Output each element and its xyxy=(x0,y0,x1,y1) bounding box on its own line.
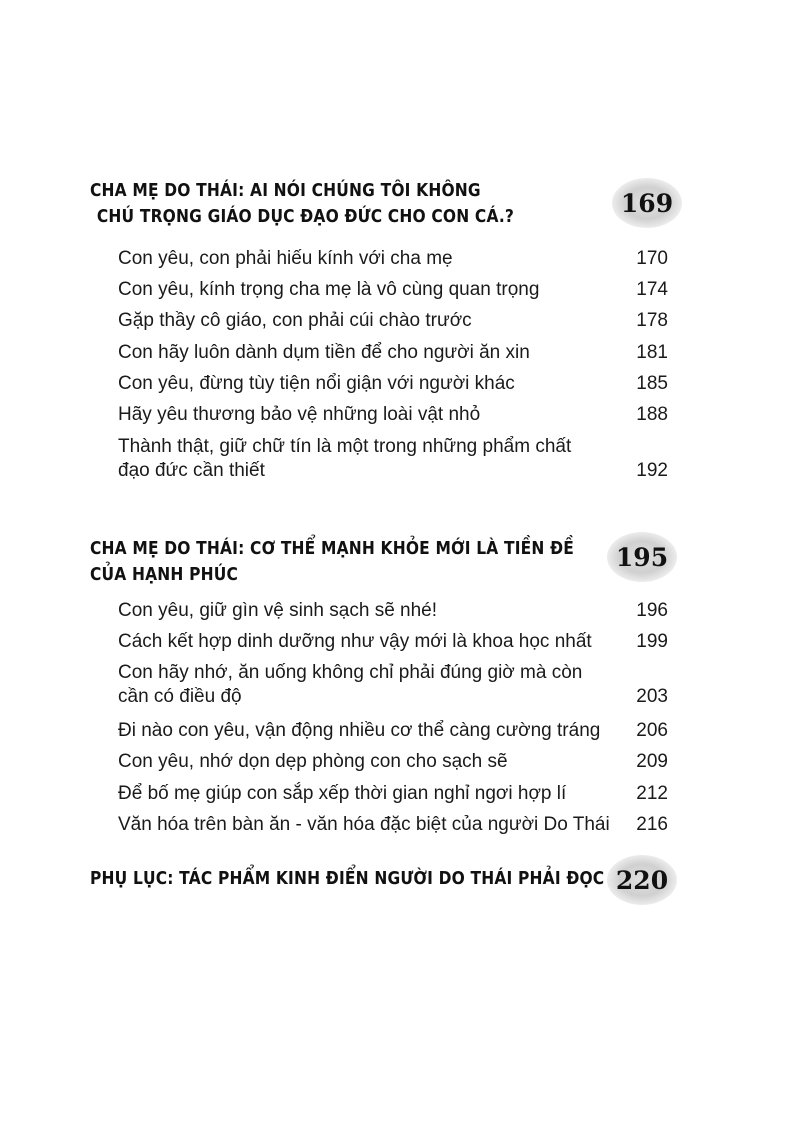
toc-entry xyxy=(118,813,668,837)
entry-title: Con yêu, đừng tùy tiện nổi giận với người khác xyxy=(118,373,515,394)
entry-page-number: 170 xyxy=(636,248,668,269)
entry-title: Văn hóa trên bàn ăn - văn hóa đặc biệt của người Do Thái xyxy=(118,814,610,835)
toc-entry xyxy=(118,247,668,271)
entry-title: Con yêu, giữ gìn vệ sinh sạch sẽ nhé! xyxy=(118,600,438,621)
chapter-heading xyxy=(90,536,690,588)
entry-page-number: 203 xyxy=(636,686,668,707)
toc-entry xyxy=(118,599,668,623)
chapter-page-number: 195 xyxy=(615,542,669,572)
chapter-title xyxy=(90,536,606,588)
entry-title: Gặp thầy cô giáo, con phải cúi chào trước xyxy=(118,310,472,331)
entry-page-number: 188 xyxy=(636,404,668,425)
chapter-title-line: PHỤ LỤC: TÁC PHẨM KINH ĐIỂN NGƯỜI DO THÁI PHẢI ĐỌC xyxy=(90,868,605,889)
entry-page-number: 196 xyxy=(636,600,668,621)
entry-title: Để bố mẹ giúp con sắp xếp thời gian nghỉ ngơi hợp lí xyxy=(118,783,567,804)
toc-entry xyxy=(118,278,668,302)
entry-title: Con hãy nhớ, ăn uống không chỉ phải đúng giờ mà còn xyxy=(118,662,583,683)
entry-page-number: 209 xyxy=(636,751,668,772)
toc-entry xyxy=(118,435,668,483)
entry-title: Cách kết hợp dinh dưỡng như vậy mới là khoa học nhất xyxy=(118,631,592,652)
entry-title: Con yêu, kính trọng cha mẹ là vô cùng quan trọng xyxy=(118,279,540,300)
chapter-page-badge xyxy=(612,178,682,228)
chapter-title-line: CHÚ TRỌNG GIÁO DỤC ĐẠO ĐỨC CHO CON CÁ.? xyxy=(96,206,515,227)
chapter-heading xyxy=(90,178,690,230)
entry-title: Đi nào con yêu, vận động nhiều cơ thể càng cường tráng xyxy=(118,720,601,741)
toc-entry xyxy=(118,782,668,806)
entry-page-number: 199 xyxy=(636,631,668,652)
entry-page-number: 178 xyxy=(636,310,668,331)
entry-page-number: 174 xyxy=(636,279,668,300)
entry-title: Hãy yêu thương bảo vệ những loài vật nhỏ xyxy=(118,404,481,425)
chapter-title xyxy=(90,178,606,230)
toc-entry xyxy=(118,661,668,709)
chapter-page-number: 220 xyxy=(615,865,669,895)
entry-page-number: 192 xyxy=(636,460,668,481)
entry-title: Con yêu, con phải hiếu kính với cha mẹ xyxy=(118,248,453,269)
chapter-heading xyxy=(90,866,690,892)
toc-entry xyxy=(118,750,668,774)
entry-title: Con yêu, nhớ dọn dẹp phòng con cho sạch sẽ xyxy=(118,751,508,772)
entry-page-number: 216 xyxy=(636,814,668,835)
entry-page-number: 206 xyxy=(636,720,668,741)
toc-entry xyxy=(118,403,668,427)
entry-page-number: 181 xyxy=(636,342,668,363)
toc-entry xyxy=(118,372,668,396)
chapter-page-number: 169 xyxy=(620,188,674,218)
entry-page-number: 185 xyxy=(636,373,668,394)
entry-page-number: 212 xyxy=(636,783,668,804)
chapter-title-line: CHA MẸ DO THÁI: CƠ THỂ MẠNH KHỎE MỚI LÀ TIỀN ĐỀ xyxy=(90,538,574,559)
toc-entry xyxy=(118,309,668,333)
toc-entry xyxy=(118,630,668,654)
toc-entry xyxy=(118,341,668,365)
chapter-title xyxy=(90,866,606,892)
chapter-title-line: CỦA HẠNH PHÚC xyxy=(90,564,239,585)
chapter-title-line: CHA MẸ DO THÁI: AI NÓI CHÚNG TÔI KHÔNG xyxy=(90,180,481,201)
toc-entry xyxy=(118,719,668,743)
entry-title: Con hãy luôn dành dụm tiền để cho người ăn xin xyxy=(118,342,530,363)
entry-title-continued: cần có điều độ xyxy=(118,686,242,707)
chapter-page-badge xyxy=(607,855,677,905)
entry-title-continued: đạo đức cần thiết xyxy=(118,460,265,481)
chapter-page-badge xyxy=(607,532,677,582)
entry-title: Thành thật, giữ chữ tín là một trong những phẩm chất xyxy=(118,436,572,457)
